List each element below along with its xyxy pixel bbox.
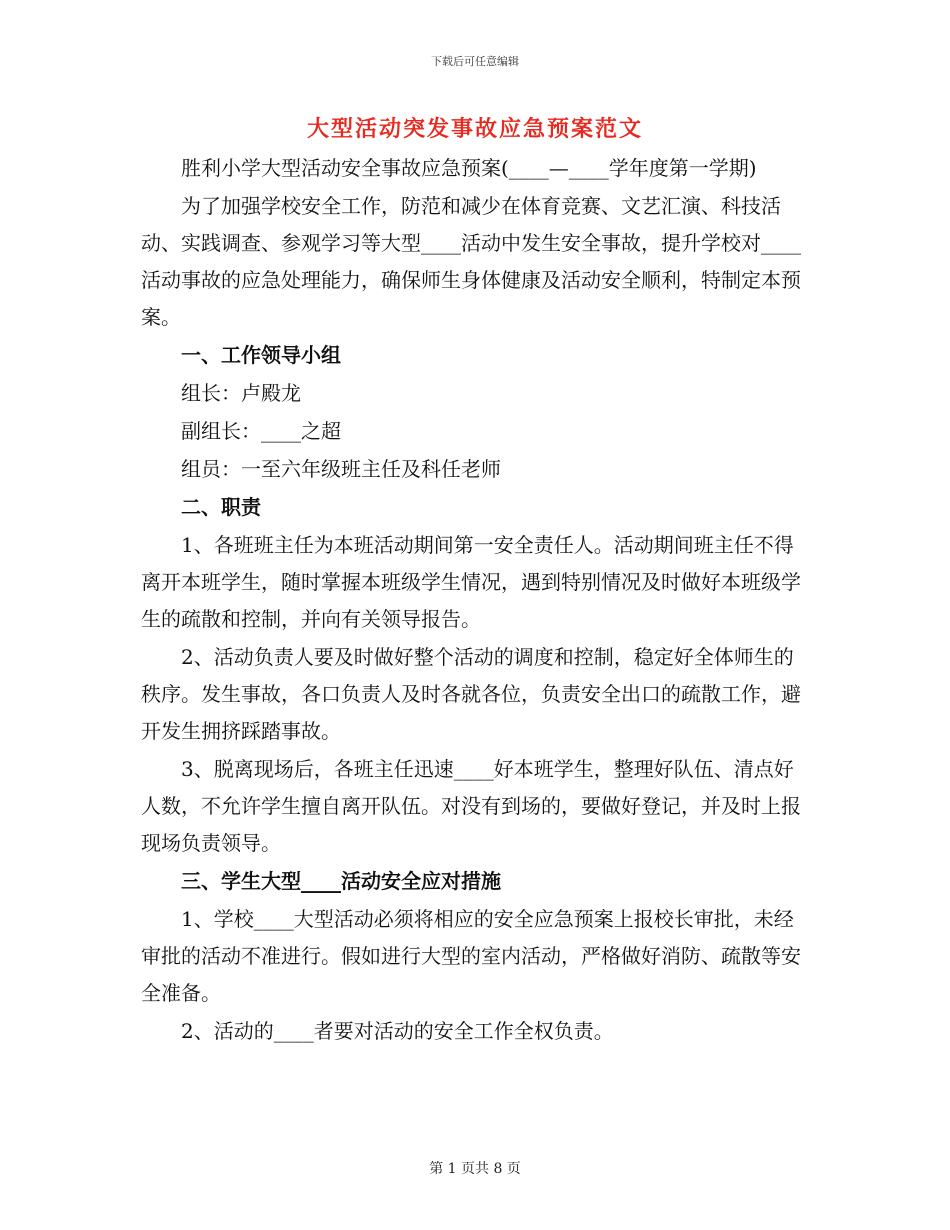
section-heading-measures: 三、学生大型____活动安全应对措施 — [181, 869, 501, 893]
page-number: 第 1 页共 8 页 — [429, 1161, 521, 1177]
document-title: 大型活动突发事故应急预案范文 — [306, 117, 643, 142]
section-heading-duties: 二、职责 — [181, 495, 261, 519]
duty-item: 2、活动负责人要及时做好整个活动的调度和控制，稳定好全体师生的秩序。发生事故，各口负责人及时各就各位，负责安全出口的疏散工作，避开发生拥挤踩踏事故。 — [141, 645, 801, 743]
leader-item: 组长：卢殿龙 — [181, 381, 301, 405]
document-body — [141, 150, 809, 1051]
duty-item: 1、各班班主任为本班活动期间第一安全责任人。活动期间班主任不得离开本班学生，随时掌握本班级学生情况，遇到特别情况及时做好本班级学生的疏散和控制，并向有关领导报告。 — [141, 533, 801, 631]
members-item: 组员：一至六年级班主任及科任老师 — [181, 457, 501, 481]
measure-item: 2、活动的____者要对活动的安全工作全权负责。 — [181, 1019, 614, 1043]
duty-item: 3、脱离现场后，各班主任迅速____好本班学生，整理好队伍、清点好人数，不允许学生擅自离开队伍。对没有到场的，要做好登记，并及时上报现场负责领导。 — [141, 757, 801, 855]
purpose-paragraph: 为了加强学校安全工作，防范和减少在体育竞赛、文艺汇演、科技活动、实践调查、参观学习等大型____活动中发生安全事故，提升学校对____活动事故的应急处理能力，确保师生身体健康及活动安全顺利，特制定本预案。 — [141, 194, 801, 329]
section-heading-leadership: 一、工作领导小组 — [181, 343, 341, 367]
deputy-leader-item: 副组长：____之超 — [181, 419, 341, 443]
intro-paragraph: 胜利小学大型活动安全事故应急预案(____—____学年度第一学期) — [181, 156, 757, 180]
measure-item: 1、学校____大型活动必须将相应的安全应急预案上报校长审批，未经审批的活动不准进行。假如进行大型的室内活动，严格做好消防、疏散等安全准备。 — [141, 907, 801, 1005]
header-note: 下载后可任意编辑 — [431, 55, 519, 68]
